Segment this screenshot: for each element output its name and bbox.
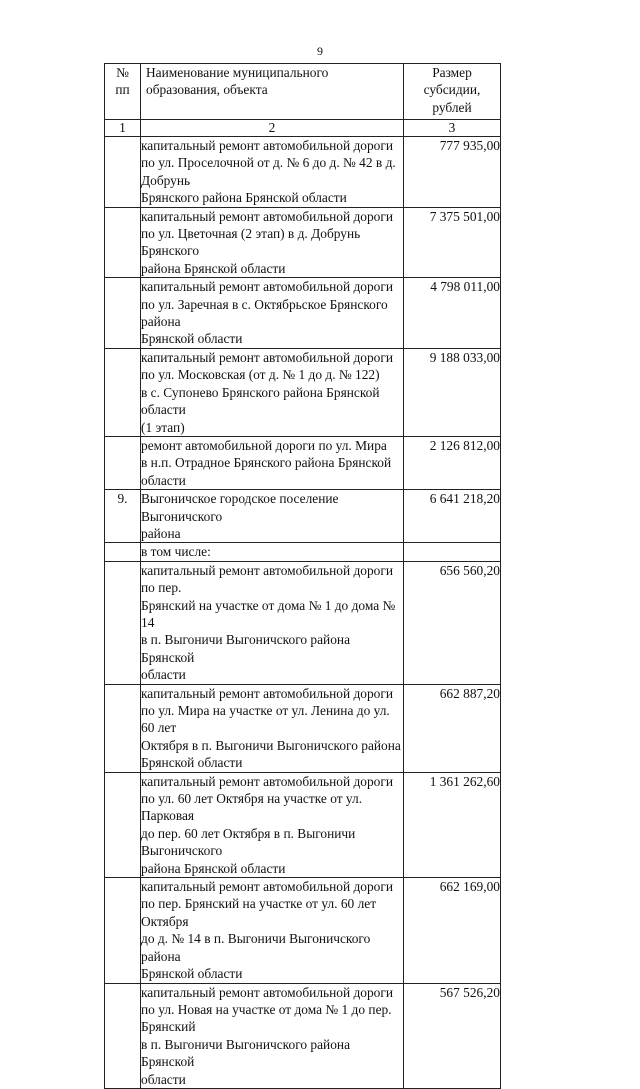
row-name [141,490,404,543]
row-name-line: по ул. Цветочная (2 этап) в д. Добрунь Брянского [141,226,361,259]
row-name [141,561,404,684]
row-name-line: Октября в п. Выгоничи Выгоничского района [141,737,401,753]
row-name-line: капитальный ремонт автомобильной дороги [141,685,394,701]
header-name: Наименование муниципального образования, объекта [141,64,404,120]
table-row [105,561,501,684]
row-name-line: капитальный ремонт автомобильной дороги [141,138,394,153]
column-index: 1 [105,120,141,137]
row-name-line: по ул. 60 лет Октября на участке от ул. Парковая [141,791,363,824]
table-row [105,207,501,278]
header-row [105,64,501,120]
row-amount: 7 375 501,00 [404,207,501,278]
row-number [105,348,141,436]
table-row [105,137,501,208]
row-number [105,772,141,877]
row-name-line: капитальный ремонт автомобильной дороги [141,208,394,224]
row-name-line: до д. № 14 в п. Выгоничи Выгоничского района [141,931,371,964]
row-name-line: района Брянской области [141,260,286,276]
page-number: 9 [317,44,323,58]
row-number [105,137,141,208]
column-index: 3 [404,120,501,137]
row-name [141,348,404,436]
row-name [141,983,404,1088]
row-name [141,772,404,877]
row-name-line: капитальный ремонт автомобильной дороги [141,773,394,789]
row-amount: 777 935,00 [404,137,501,208]
row-number [105,684,141,772]
row-name [141,543,404,561]
row-name-line: (1 этап) [141,419,185,435]
table-row [105,278,501,349]
column-index: 2 [141,120,404,137]
header-number-line: пп [115,82,130,98]
header-amount-line: рублей [432,99,472,115]
row-name-line: капитальный ремонт автомобильной дороги [141,984,394,1000]
row-name [141,684,404,772]
row-name [141,137,404,208]
row-name [141,878,404,983]
header-number [105,64,141,120]
row-name-line: до пер. 60 лет Октября в п. Выгоничи Выгоничского [141,825,356,859]
subsidy-table [104,63,501,1089]
row-name-line: Брянской области [141,331,243,347]
row-name-line: области [141,1071,186,1087]
header-number-line: № [116,65,129,80]
row-amount: 6 641 218,20 [404,490,501,543]
row-name-line: в п. Выгоничи Выгоничского района Брянской [141,632,351,665]
row-name-line: по ул. Заречная в с. Октябрьское Брянского района [141,296,388,330]
row-amount: 9 188 033,00 [404,348,501,436]
row-name-line: области [141,667,186,683]
row-name-line: капитальный ремонт автомобильной дороги по пер. [141,562,394,596]
row-name-line: Брянской области [141,966,243,982]
row-name-line: капитальный ремонт автомобильной дороги [141,879,394,895]
table-row [105,348,501,436]
row-name-line: по ул. Проселочной от д. № 6 до д. № 42 в д. Добрунь [141,155,396,188]
table-row [105,983,501,1088]
row-number [105,561,141,684]
row-amount [404,543,501,561]
row-name-line: Брянского района Брянской области [141,190,347,206]
row-number [105,878,141,983]
row-amount: 4 798 011,00 [404,278,501,349]
row-name-line: капитальный ремонт автомобильной дороги [141,349,394,365]
row-name-line: ремонт автомобильной дороги по ул. Мира [141,437,387,453]
row-name-line: Брянской области [141,755,243,771]
row-amount: 662 169,00 [404,878,501,983]
row-number [105,278,141,349]
column-index-row [105,120,501,137]
row-amount: 1 361 262,60 [404,772,501,877]
row-name-line: в том числе: [141,544,211,560]
row-number [105,543,141,561]
row-name-line: Брянский на участке от дома № 1 до дома № 14 [141,597,396,630]
header-amount [404,64,501,120]
header-amount-line: Размер [432,65,472,80]
row-name-line: капитальный ремонт автомобильной дороги [141,279,394,295]
row-name-line: по ул. Новая на участке от дома № 1 до пер. Брянский [141,1001,392,1035]
row-amount: 567 526,20 [404,983,501,1088]
row-name-line: по ул. Мира на участке от ул. Ленина до ул. 60 лет [141,703,390,736]
row-number [105,436,141,489]
header-amount-line: субсидии, [423,82,481,98]
table-row [105,436,501,489]
row-name-line: района Брянской области [141,860,286,876]
row-number [105,207,141,278]
row-number [105,983,141,1088]
row-name-line: в с. Супонево Брянского района Брянской области [141,384,380,418]
row-name-line: в н.п. Отрадное Брянского района Брянской области [141,455,392,488]
row-name [141,278,404,349]
row-name [141,207,404,278]
table-row [105,772,501,877]
table-row [105,490,501,543]
table-row [105,684,501,772]
table-row [105,543,501,561]
row-amount: 656 560,20 [404,561,501,684]
row-amount: 662 887,20 [404,684,501,772]
row-name-line: в п. Выгоничи Выгоничского района Брянской [141,1036,351,1070]
table-row [105,878,501,983]
row-name-line: по пер. Брянский на участке от ул. 60 лет Октября [141,896,377,929]
row-name-line: Выгоничское городское поселение Выгоничского [141,491,339,524]
row-amount: 2 126 812,00 [404,436,501,489]
row-name-line: по ул. Московская (от д. № 1 до д. № 122) [141,367,380,383]
row-name-line: района [141,525,181,541]
row-name [141,436,404,489]
row-number: 9. [105,490,141,543]
